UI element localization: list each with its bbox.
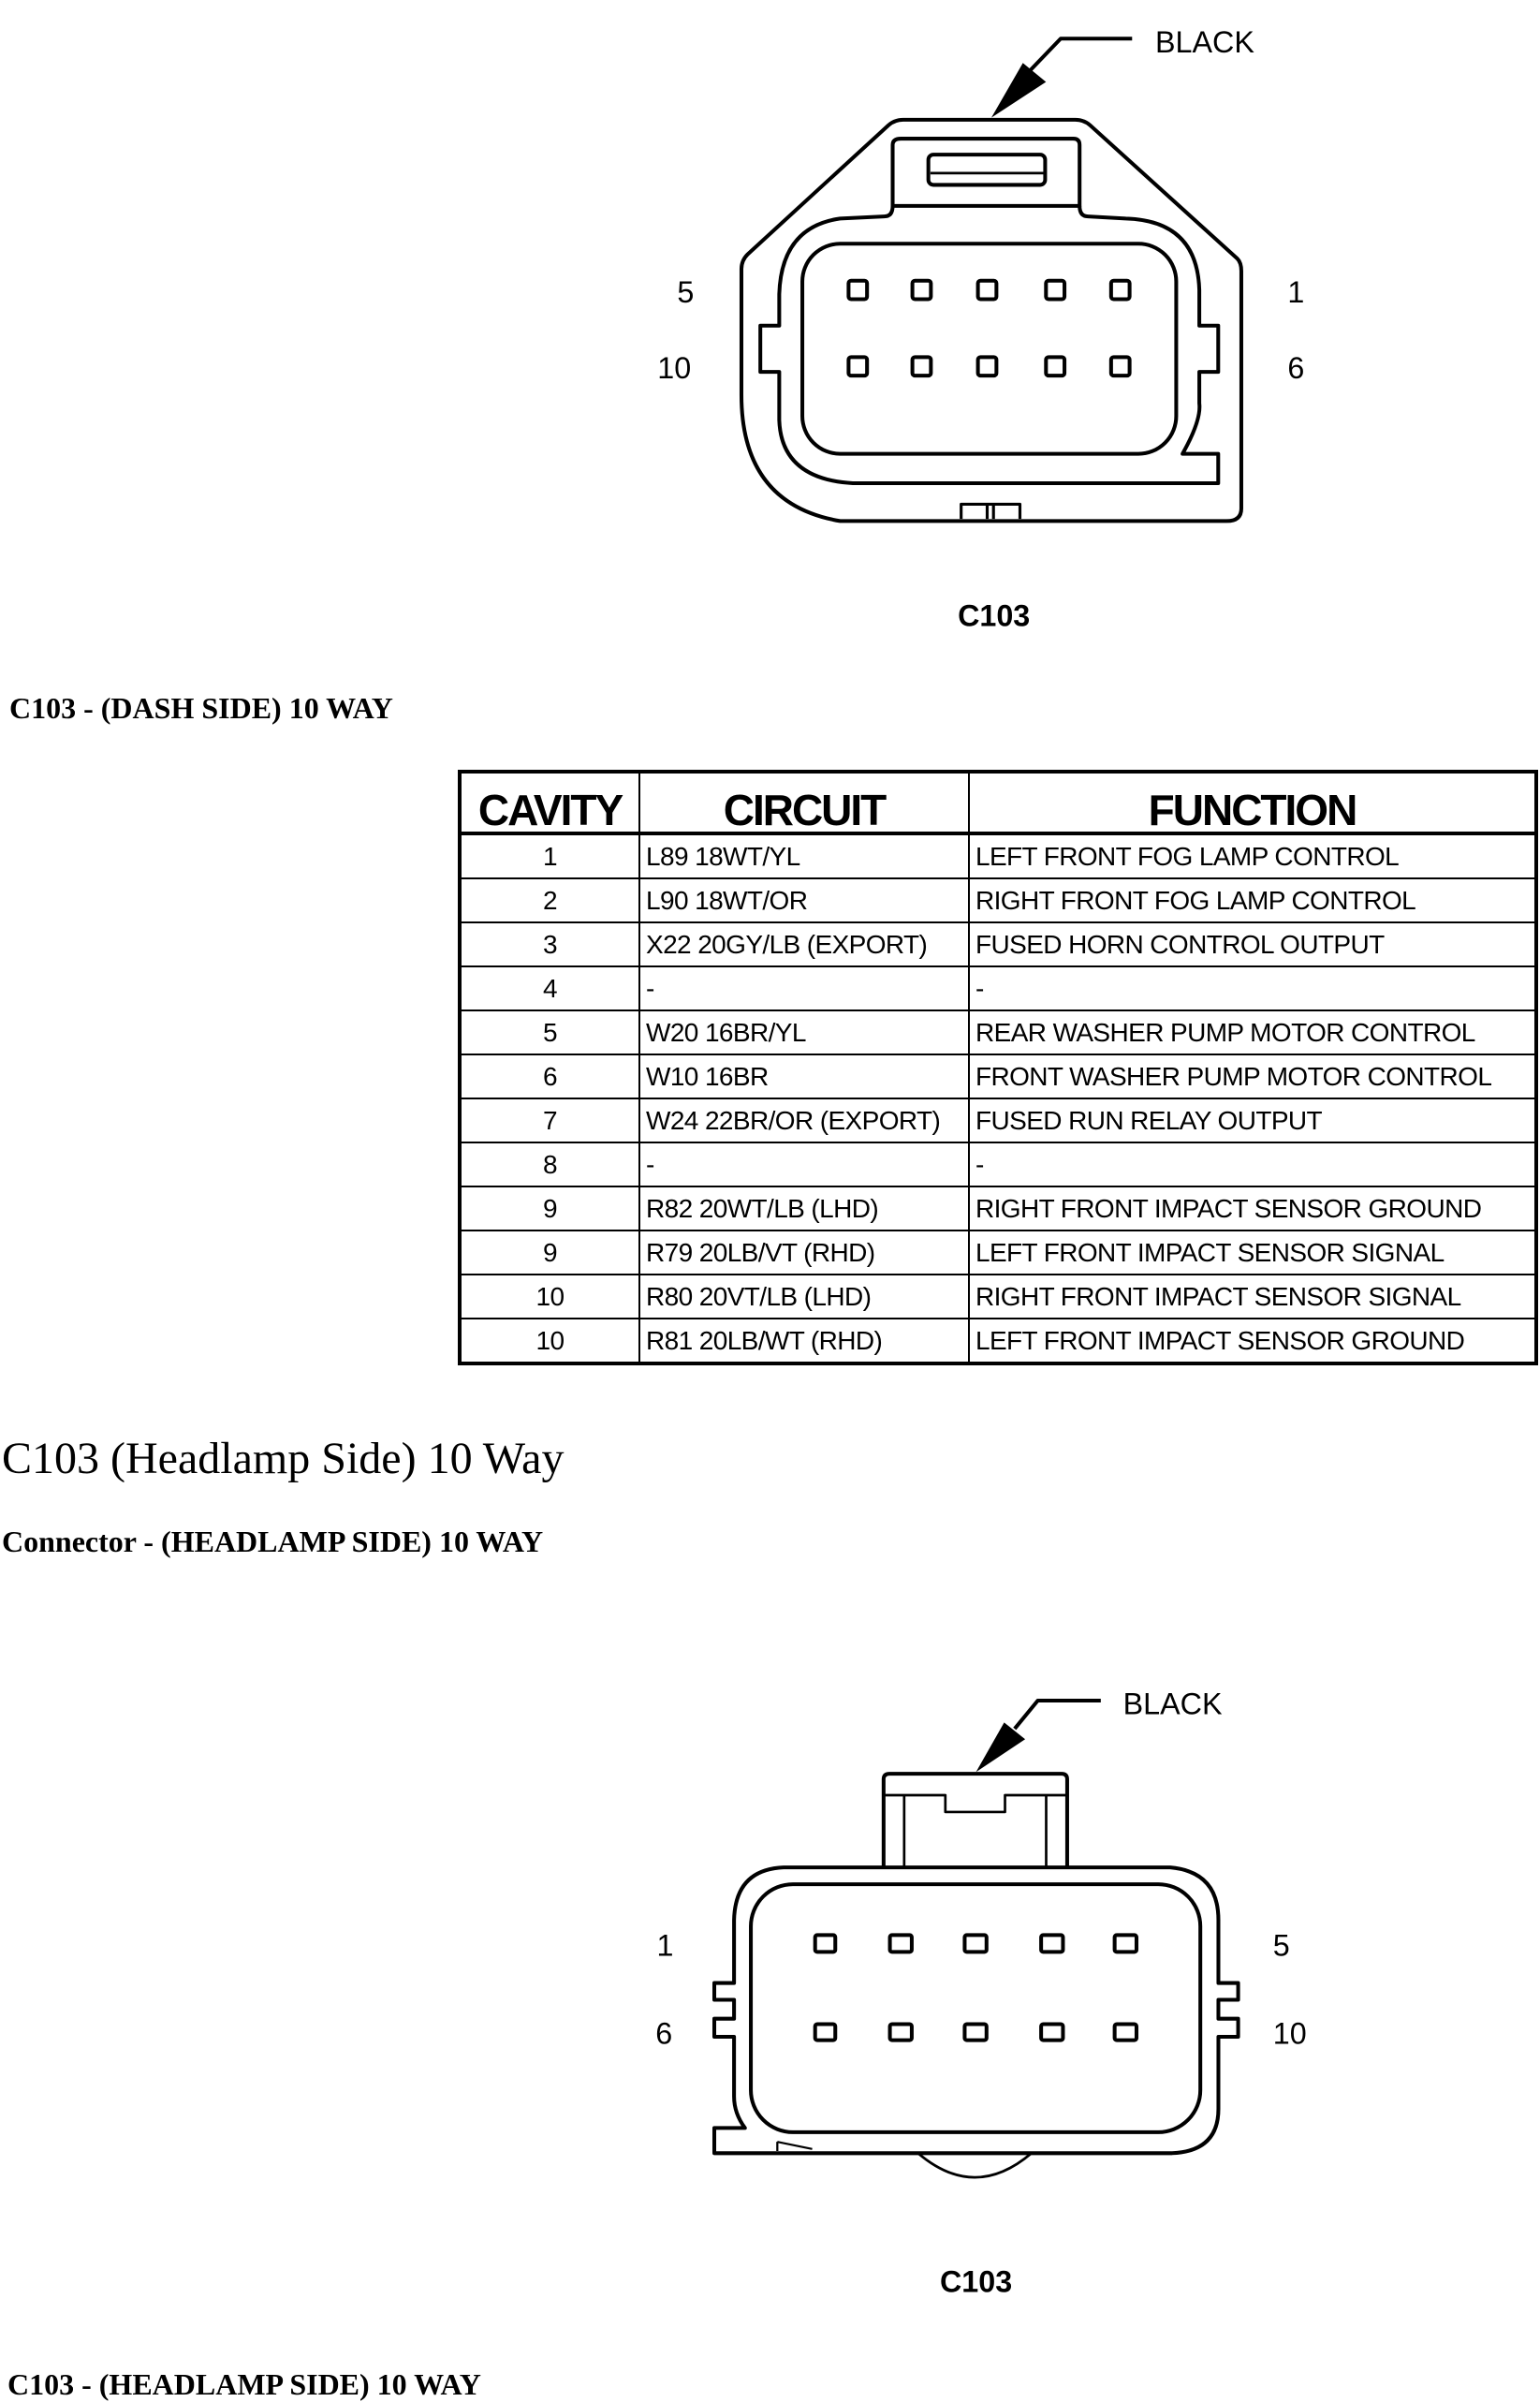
cell-function: FUSED HORN CONTROL OUTPUT: [969, 922, 1536, 966]
table-row: [460, 966, 1536, 1010]
table-header-row: [460, 772, 1536, 833]
cell-function: RIGHT FRONT FOG LAMP CONTROL: [969, 878, 1536, 922]
latch-window: [929, 155, 1046, 184]
leader-line: [1029, 38, 1132, 71]
cell-function: LEFT FRONT IMPACT SENSOR SIGNAL: [969, 1230, 1536, 1275]
cell-circuit: R79 20LB/VT (RHD): [639, 1230, 969, 1275]
cell-cavity: 2: [460, 878, 639, 922]
cell-cavity: 8: [460, 1142, 639, 1186]
cell-circuit: R81 20LB/WT (RHD): [639, 1319, 969, 1363]
table-row: [460, 878, 1536, 922]
connector-body-outline: [741, 120, 1241, 522]
cell-function: LEFT FRONT FOG LAMP CONTROL: [969, 833, 1536, 878]
table-row: [460, 1275, 1536, 1319]
cell-cavity: 9: [460, 1186, 639, 1230]
section-subtitle: Connector - (HEADLAMP SIDE) 10 WAY: [2, 1525, 544, 1558]
cell-cavity: 4: [460, 966, 639, 1010]
leader-line: [1015, 1701, 1101, 1729]
cell-function: FRONT WASHER PUMP MOTOR CONTROL: [969, 1054, 1536, 1098]
pin-label-6: 6: [655, 2016, 673, 2051]
arrow-head-icon: [991, 63, 1046, 117]
cell-circuit: R80 20VT/LB (LHD): [639, 1275, 969, 1319]
cell-circuit: W20 16BR/YL: [639, 1010, 969, 1054]
dash-side-caption: C103 - (DASH SIDE) 10 WAY: [9, 691, 393, 725]
cell-circuit: L90 18WT/OR: [639, 878, 969, 922]
cell-cavity: 1: [460, 833, 639, 878]
color-label: BLACK: [1154, 25, 1254, 60]
table-row: [460, 1319, 1536, 1363]
cell-function: -: [969, 1142, 1536, 1186]
table-row: [460, 1142, 1536, 1186]
table-row: [460, 1230, 1536, 1275]
connector-id: C103: [958, 598, 1031, 633]
cell-circuit: -: [639, 966, 969, 1010]
pin-label-5: 5: [677, 275, 695, 310]
pin-terminals: [848, 281, 1129, 376]
headlamp-side-caption: C103 - (HEADLAMP SIDE) 10 WAY: [7, 2367, 481, 2401]
pin-label-10: 10: [657, 350, 692, 385]
table-row: [460, 922, 1536, 966]
cell-function: RIGHT FRONT IMPACT SENSOR SIGNAL: [969, 1275, 1536, 1319]
cell-circuit: W24 22BR/OR (EXPORT): [639, 1098, 969, 1142]
table-row: [460, 1010, 1536, 1054]
table-row: [460, 1054, 1536, 1098]
cell-circuit: -: [639, 1142, 969, 1186]
cell-function: LEFT FRONT IMPACT SENSOR GROUND: [969, 1319, 1536, 1363]
pin-label-10: 10: [1272, 2016, 1307, 2051]
header-circuit: CIRCUIT: [639, 772, 969, 833]
pin-cavity-area: [751, 1884, 1200, 2132]
pin-label-1: 1: [1287, 275, 1305, 310]
cell-function: FUSED RUN RELAY OUTPUT: [969, 1098, 1536, 1142]
cell-circuit: R82 20WT/LB (LHD): [639, 1186, 969, 1230]
dash-side-connector-diagram: [655, 0, 1311, 656]
cell-function: -: [969, 966, 1536, 1010]
section-title: C103 (Headlamp Side) 10 Way: [2, 1434, 565, 1483]
cell-circuit: W10 16BR: [639, 1054, 969, 1098]
pin-cavity-area: [802, 243, 1176, 453]
pin-label-6: 6: [1287, 350, 1305, 385]
pin-label-5: 5: [1272, 1928, 1290, 1963]
cell-circuit: X22 20GY/LB (EXPORT): [639, 922, 969, 966]
table-row: [460, 833, 1536, 878]
cell-circuit: L89 18WT/YL: [639, 833, 969, 878]
cell-cavity: 10: [460, 1275, 639, 1319]
header-cavity: CAVITY: [460, 772, 639, 833]
cell-cavity: 5: [460, 1010, 639, 1054]
cell-cavity: 7: [460, 1098, 639, 1142]
connector-body-outline: [714, 1867, 1239, 2153]
cell-cavity: 10: [460, 1319, 639, 1363]
headlamp-side-connector-diagram: [637, 1676, 1307, 2332]
pin-label-1: 1: [656, 1928, 674, 1963]
cavity-table: [458, 770, 1538, 1365]
pin-terminals: [815, 1935, 1137, 2040]
cell-function: REAR WASHER PUMP MOTOR CONTROL: [969, 1010, 1536, 1054]
table-row: [460, 1186, 1536, 1230]
header-function: FUNCTION: [969, 772, 1536, 833]
table-row: [460, 1098, 1536, 1142]
arrow-head-icon: [976, 1722, 1026, 1772]
cell-function: RIGHT FRONT IMPACT SENSOR GROUND: [969, 1186, 1536, 1230]
connector-id: C103: [939, 2264, 1013, 2299]
cell-cavity: 6: [460, 1054, 639, 1098]
cell-cavity: 9: [460, 1230, 639, 1275]
cell-cavity: 3: [460, 922, 639, 966]
color-label: BLACK: [1122, 1687, 1223, 1721]
